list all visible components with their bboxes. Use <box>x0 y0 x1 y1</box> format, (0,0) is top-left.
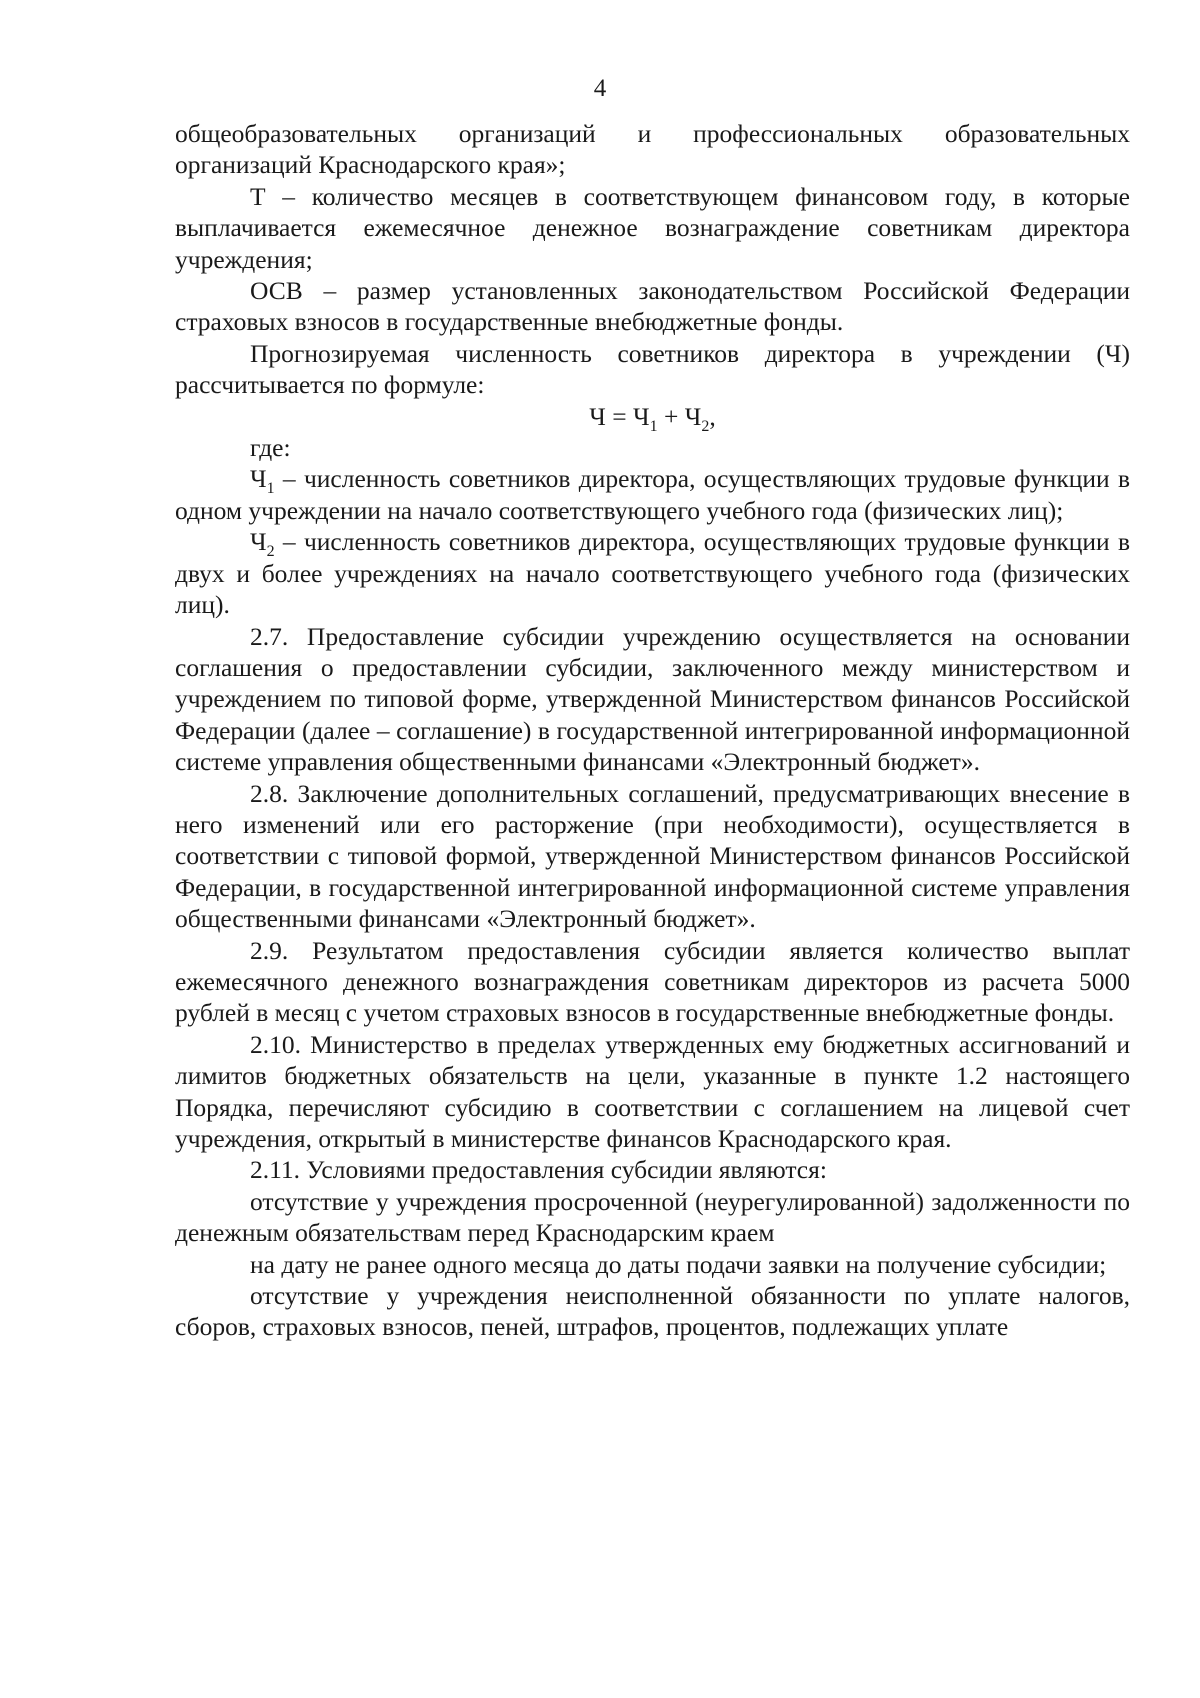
paragraph: 2.10. Министерство в пределах утвержденных ему бюджетных ассигнований и лимитов бюджетных обязательств на цели, указанные в пункте 1.2 настоящего Порядка, перечисляют субсидию в соответствии с соглашением на лицевой счет учреждения, открытый в министерстве финансов Краснодарского края. <box>175 1029 1130 1153</box>
paragraph-ch1 <box>175 463 1130 526</box>
paragraph: общеобразовательных организаций и профессиональных образовательных организаций Краснодарского края»; <box>175 119 1130 180</box>
ch2-text: – численность советников директора, осуществляющих трудовые функции в двух и более учреждениях на начало соответствующего учебного года (физических лиц). <box>175 527 1131 620</box>
formula-plus: + <box>657 401 685 431</box>
formula-term2: Ч <box>684 401 702 431</box>
paragraph: ОСВ – размер установленных законодательством Российской Федерации страховых взносов в государственные внебюджетные фонды. <box>175 276 1130 337</box>
ch1-symbol: Ч <box>250 464 267 494</box>
formula-eq: = <box>605 401 634 431</box>
ch2-symbol: Ч <box>250 527 267 557</box>
paragraph: отсутствие у учреждения просроченной (неурегулированной) задолженности по денежным обязательствам перед Краснодарским краем <box>175 1186 1130 1248</box>
paragraph: Прогнозируемая численность советников директора в учреждении (Ч) рассчитывается по формуле: <box>175 338 1130 400</box>
paragraph: где: <box>250 433 291 463</box>
paragraph: Т – количество месяцев в соответствующем финансовом году, в которые выплачивается ежемесячное денежное вознаграждение советникам директора учреждения; <box>175 181 1130 274</box>
ch1-text: – численность советников директора, осуществляющих трудовые функции в одном учреждении на начало соответствующего учебного года (физических лиц); <box>175 464 1131 525</box>
paragraph: 2.8. Заключение дополнительных соглашений, предусматривающих внесение в него изменений или его расторжение (при необходимости), осуществляется в соответствии с типовой формой, утвержденной Министерством финансов Российской Федерации, в государственной интегрированной информационной системе управления общественными финансами «Электронный бюджет». <box>175 778 1130 934</box>
paragraph: 2.11. Условиями предоставления субсидии являются: <box>250 1155 827 1185</box>
paragraph: 2.9. Результатом предоставления субсидии является количество выплат ежемесячного денежного вознаграждения советникам директоров из расчета 5000 рублей в месяц с учетом страховых взносов в государственные внебюджетные фонды. <box>175 935 1130 1028</box>
ch2-sub: 2 <box>266 543 275 561</box>
document-body <box>175 118 1130 1343</box>
page-number: 4 <box>593 75 607 102</box>
formula-tail: , <box>709 401 716 431</box>
formula-term1: Ч <box>633 401 650 431</box>
paragraph-ch2 <box>175 526 1130 620</box>
paragraph: 2.7. Предоставление субсидии учреждению осуществляется на основании соглашения о предоставлении субсидии, заключенного между министерством и учреждением по типовой форме, утвержденной Министерством финансов Российской Федерации (далее – соглашение) в государственной интегрированной информационной системе управления общественными финансами «Электронный бюджет». <box>175 621 1130 777</box>
paragraph: отсутствие у учреждения неисполненной обязанности по уплате налогов, сборов, страховых взносов, пеней, штрафов, процентов, подлежащих уплате <box>175 1281 1130 1342</box>
formula-term2-sub: 2 <box>701 417 710 435</box>
ch1-sub: 1 <box>266 480 275 498</box>
paragraph: на дату не ранее одного месяца до даты подачи заявки на получение субсидии; <box>250 1249 1107 1279</box>
formula-term1-sub: 1 <box>649 417 658 435</box>
formula-lhs: Ч <box>589 401 606 431</box>
formula <box>175 401 1130 435</box>
